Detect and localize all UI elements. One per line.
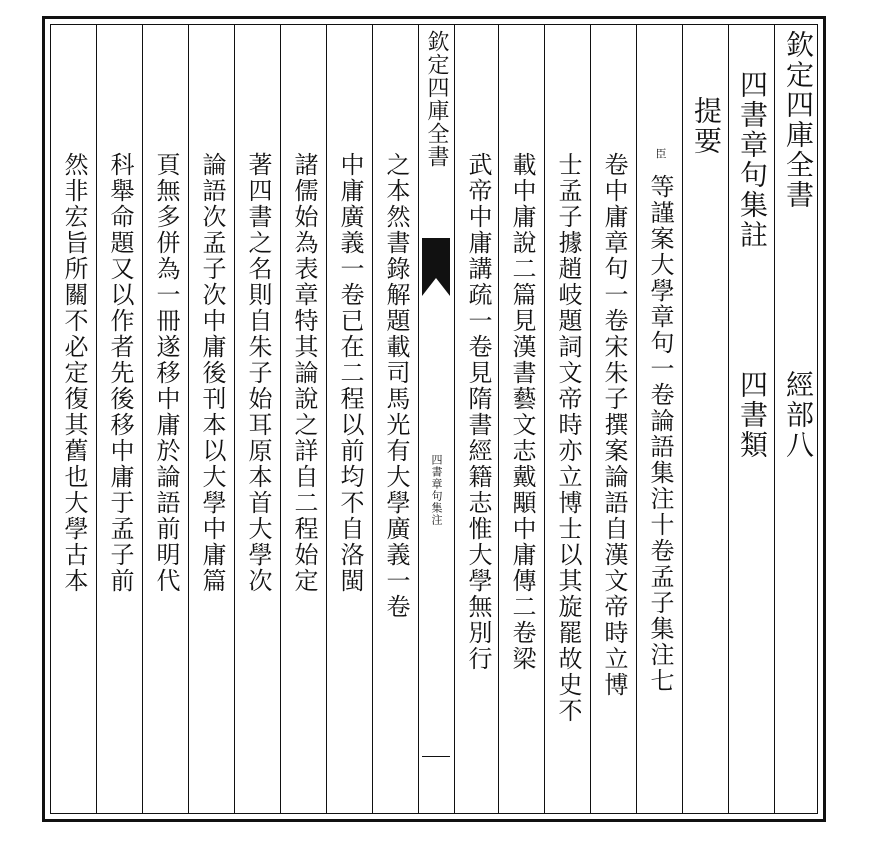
text-column-13 <box>52 30 96 810</box>
column-rule <box>326 24 327 814</box>
text-column-6 <box>374 30 418 810</box>
body-text-line: 士孟子據趙岐題詞文帝時亦立博士以其旋罷故史不 <box>554 152 582 724</box>
body-text-line: 論語次孟子次中庸後刊本以大學中庸篇 <box>198 152 226 594</box>
body-text-line: 等謹案大學章句一卷論語集注十卷孟子集注七 <box>646 174 674 694</box>
subcategory-label: 四書類 <box>736 370 769 460</box>
fish-tail-mark <box>422 238 450 296</box>
column-rule <box>142 24 143 814</box>
text-column-9 <box>236 30 280 810</box>
category-label: 經部八 <box>782 370 815 460</box>
center-gutter <box>418 24 454 814</box>
header-column-series <box>776 30 820 810</box>
gutter-bottom-line <box>422 756 450 757</box>
column-rule <box>96 24 97 814</box>
body-text-line: 頁無多併為一冊遂移中庸於論語前明代 <box>152 152 180 594</box>
body-text-line: 諸儒始為表章特其論說之詳自二程始定 <box>290 152 318 594</box>
body-text-line: 之本然書錄解題載司馬光有大學廣義一卷 <box>382 152 410 620</box>
body-text-line: 卷中庸章句一卷宋朱子撰案論語自漢文帝時立博 <box>600 152 628 698</box>
text-column-10 <box>190 30 234 810</box>
gutter-right-wall <box>454 24 455 814</box>
body-text-line: 武帝中庸講疏一卷見隋書經籍志惟大學無別行 <box>464 152 492 672</box>
column-rule <box>728 24 729 814</box>
gutter-left-wall <box>418 24 419 814</box>
text-column-4 <box>500 30 544 810</box>
gutter-book-title: 四書章句集注 <box>430 454 443 526</box>
column-rule <box>234 24 235 814</box>
book-series-title: 欽定四庫全書 <box>782 30 815 210</box>
body-text-line: 中庸廣義一卷已在二程以前均不自洛閩 <box>336 152 364 594</box>
body-text-line: 然非宏旨所關不必定復其舊也大學古本 <box>60 152 88 594</box>
section-title: 提要 <box>690 96 723 156</box>
column-rule <box>590 24 591 814</box>
book-title: 四書章句集註 <box>736 70 769 250</box>
section-column <box>684 30 728 810</box>
text-column-2 <box>592 30 636 810</box>
column-rule <box>774 24 775 814</box>
text-column-11 <box>144 30 188 810</box>
header-column-book <box>730 30 774 810</box>
body-text-line: 著四書之名則自朱子始耳原本首大學次 <box>244 152 272 594</box>
gutter-series-title: 欽定四庫全書 <box>424 30 449 168</box>
text-column-7 <box>328 30 372 810</box>
body-text-line: 科舉命題又以作者先後移中庸于孟子前 <box>106 152 134 594</box>
column-rule <box>682 24 683 814</box>
column-rule <box>544 24 545 814</box>
column-rule <box>636 24 637 814</box>
column-rule <box>280 24 281 814</box>
text-column-3 <box>546 30 590 810</box>
text-column-8 <box>282 30 326 810</box>
text-column-12 <box>98 30 142 810</box>
body-text-line: 載中庸說二篇見漢書藝文志戴顒中庸傳二卷梁 <box>508 152 536 672</box>
text-column-1 <box>638 30 682 810</box>
minister-prefix: 臣 <box>654 148 667 160</box>
column-rule <box>188 24 189 814</box>
text-column-5 <box>456 30 500 810</box>
column-rule <box>372 24 373 814</box>
